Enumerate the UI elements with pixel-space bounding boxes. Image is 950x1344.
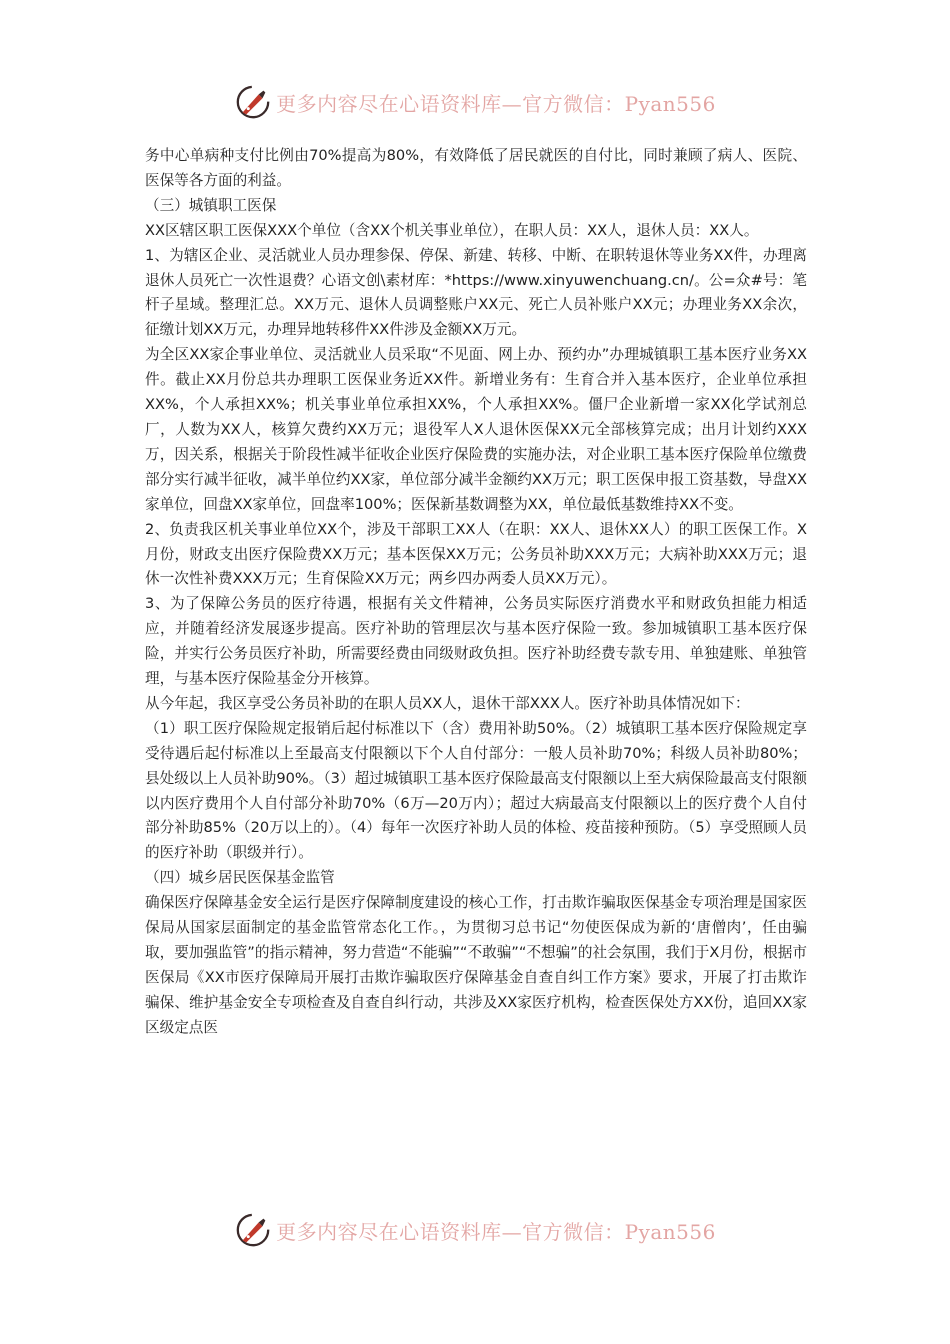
- section-heading: （四）城乡居民医保基金监管: [145, 869, 335, 887]
- pen-nib-logo-icon: [234, 1211, 272, 1249]
- footer-watermark-banner: [0, 1210, 950, 1250]
- paragraph: XX区辖区职工医保XXX个单位（含XX个机关事业单位），在职人员：XX人，退休人员：XX人。: [145, 221, 759, 239]
- paragraph: 3、为了保障公务员的医疗待遇，根据有关文件精神，公务员实际医疗消费水平和财政负担能力相适应，并随着经济发展逐步提高。医疗补助的管理层次与基本医疗保险一致。参加城镇职工基本医疗保险，并实行公务员医疗补助，所需要经费由同级财政负担。医疗补助经费专款专用、单独建账、单独管理，与基本医疗保险基金分开核算。: [145, 595, 807, 688]
- footer-watermark-text: 更多内容尽在心语资料库—官方微信：Pyan556: [276, 1219, 716, 1244]
- paragraph: 为全区XX家企事业单位、灵活就业人员采取“不见面、网上办、预约办”办理城镇职工基本医疗业务XX件。截止XX月份总共办理职工医保业务近XX件。新增业务有：生育合并入基本医疗，企业单位承担XX%，个人承担XX%；机关事业单位承担XX%，个人承担XX%。僵尸企业新增一家XX化学试剂总厂，人数为XX人，核算欠费约XX万元；退役军人X人退休医保XX元全部核算完成；出月计划约XXX万，因关系，根据关于阶段性减半征收企业医疗保险费的实施办法，对企业职工基本医疗保险单位缴费部分实行减半征收，减半单位约XX家，单位部分减半金额约XX万元；职工医保申报工资基数，导盘XX家单位，回盘XX家单位，回盘率100%；医保新基数调整为XX，单位最低基数维持XX不变。: [145, 346, 807, 513]
- paragraph: 从今年起，我区享受公务员补助的在职人员XX人，退休干部XXX人。医疗补助具体情况如下：: [145, 694, 750, 712]
- document-body: [145, 144, 807, 1041]
- section-heading: （三）城镇职工医保: [145, 196, 277, 214]
- header-watermark-text: 更多内容尽在心语资料库—官方微信：Pyan556: [276, 91, 716, 116]
- paragraph: 确保医疗保障基金安全运行是医疗保障制度建设的核心工作，打击欺诈骗取医保基金专项治理是国家医保局从国家层面制定的基金监管常态化工作。，为贯彻习总书记“勿使医保成为新的‘唐僧肉’，任由骗取，要加强监管”的指示精神，努力营造“不能骗”“不敢骗”“不想骗”的社会氛围，我们于X月份，根据市医保局《XX市医疗保障局开展打击欺诈骗取医疗保障基金自查自纠工作方案》要求，开展了打击欺诈骗保、维护基金安全专项检查及自查自纠行动，共涉及XX家医疗机构，检查医保处方XX份，追回XX家区级定点医: [145, 894, 807, 1036]
- paragraph: （1）职工医疗保险规定报销后起付标准以下（含）费用补助50%。（2）城镇职工基本医疗保险规定享受待遇后起付标准以上至最高支付限额以下个人自付部分：一般人员补助70%；科级人员补助80%；县处级以上人员补助90%。（3）超过城镇职工基本医疗保险最高支付限额以上至大病保险最高支付限额以内医疗费用个人自付部分补助70%（6万—20万内）；超过大病最高支付限额以上的医疗费个人自付部分补助85%（20万以上的）。（4）每年一次医疗补助人员的体检、疫苗接种预防。（5）享受照顾人员的医疗补助（职级并行）。: [145, 719, 807, 862]
- paragraph: 1、为辖区企业、灵活就业人员办理参保、停保、新建、转移、中断、在职转退休等业务XX件，办理离退休人员死亡一次性退费？心语文创\素材库：*https://www.xinyuwenchuang.cn/。公=众#号：笔杆子星域。整理汇总。XX万元、退休人员调整账户XX元、死亡人员补账户XX元；办理业务XX余次，征缴计划XX万元，办理异地转移件XX件涉及金额XX万元。: [145, 246, 807, 339]
- header-watermark-banner: [0, 82, 950, 122]
- paragraph: 2、负责我区机关事业单位XX个，涉及干部职工XX人（在职：XX人、退休XX人）的职工医保工作。X月份，财政支出医疗保险费XX万元；基本医保XX万元；公务员补助XXX万元；大病补助XXX万元；退休一次性补费XXX万元；生育保险XX万元；两乡四办两委人员XX万元）。: [145, 520, 807, 588]
- paragraph: 务中心单病种支付比例由70%提高为80%，有效降低了居民就医的自付比，同时兼顾了病人、医院、医保等各方面的利益。: [145, 147, 807, 189]
- pen-nib-logo-icon: [234, 83, 272, 121]
